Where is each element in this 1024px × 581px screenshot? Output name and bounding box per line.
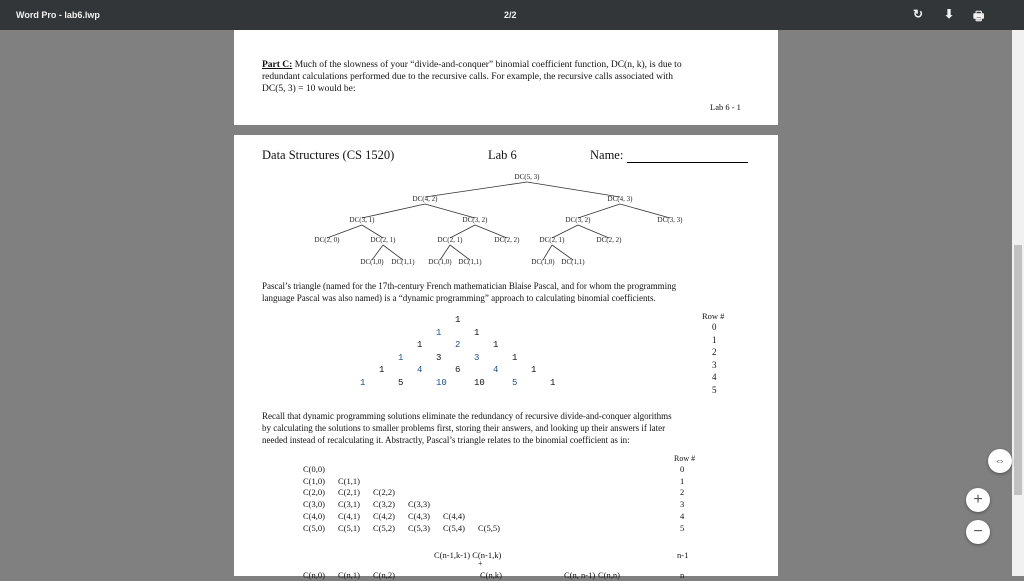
binomial-cell: C(n,0): [303, 570, 325, 580]
pascal-value: 5: [512, 377, 518, 388]
row-number: 3: [712, 359, 717, 370]
page-indicator: 2/2: [504, 10, 517, 20]
binomial-cell: C(n,1): [338, 570, 360, 580]
pascal-value: 1: [379, 365, 385, 375]
page-2: [234, 135, 778, 580]
pascal-value: 1: [512, 352, 518, 363]
row-number: 2: [712, 347, 717, 357]
binomial-cell: C(4,3): [408, 510, 430, 521]
binomial-cell: C(4,2): [373, 510, 395, 521]
tree-node: DC(2, 1): [539, 236, 565, 244]
part-c-label: Part C:: [262, 60, 293, 70]
tree-node: DC(2, 0): [314, 236, 340, 244]
part-c-text: Much of the slowness of your “divide-and-conquer” binomial coefficient function, DC(n, k), is due to: [292, 60, 682, 70]
binomial-cell: C(0,0): [303, 464, 325, 474]
row-number: 3: [680, 499, 685, 510]
row-number: 1: [680, 475, 685, 486]
row-number: 4: [712, 372, 717, 382]
binomial-cell: C(n,n): [598, 570, 620, 580]
download-icon[interactable]: ⬇: [944, 7, 955, 21]
pascal-value: 1: [398, 352, 404, 363]
pascal-value: 1: [436, 327, 442, 338]
row-number: n: [680, 570, 685, 580]
tree-node: DC(3, 2): [565, 216, 591, 224]
binomial-cell: C(n,2): [373, 570, 395, 580]
zoom-out-button[interactable]: −: [966, 520, 990, 544]
binomial-cell: C(4,1): [338, 510, 360, 521]
pascal-value: 1: [455, 315, 461, 325]
row-number: 0: [680, 464, 685, 474]
tree-node: DC(5, 3): [514, 173, 540, 181]
recursion-tree-lines: [234, 135, 778, 275]
c-prev-row-number: n-1: [677, 550, 689, 560]
scrollbar-thumb[interactable]: [1014, 245, 1022, 495]
part-c-text: redundant calculations performed due to the recursive calls. For example, the recursive calls associated with: [262, 72, 673, 82]
binomial-cell: C(5,2): [373, 522, 395, 533]
tree-node: DC(4, 3): [607, 195, 633, 203]
pascal-intro: Pascal’s triangle (named for the 17th-century French mathematician Blaise Pascal, and for whom the programming: [262, 281, 677, 291]
binomial-cell: C(1,0): [303, 475, 325, 486]
binomial-cell: C(2,0): [303, 487, 325, 498]
tree-node: DC(1,0): [428, 258, 452, 266]
pascal-value: 10: [474, 377, 485, 388]
binomial-cell: C(3,3): [408, 499, 430, 510]
recall-text: by calculating the solutions to smaller problems first, storing their answers, and looking up their answers if later: [262, 423, 666, 433]
binomial-cell: C(1,1): [338, 475, 360, 486]
binomial-cell: C(3,2): [373, 499, 395, 510]
fit-page-button[interactable]: ⇔: [988, 449, 1012, 473]
row-number: 1: [712, 334, 717, 345]
tree-node: DC(1,0): [360, 258, 384, 266]
pascal-value: 1: [550, 377, 556, 388]
binomial-cell: C(n, n-1): [564, 570, 596, 580]
page-footer: Lab 6 - 1: [710, 102, 741, 112]
part-c-text: DC(5, 3) = 10 would be:: [262, 84, 356, 94]
tree-node: DC(3, 1): [349, 216, 375, 224]
vertical-scrollbar[interactable]: [1012, 30, 1024, 576]
row-header: Row #: [702, 311, 725, 321]
pascal-value: 6: [455, 365, 461, 375]
binomial-cell: C(n,k): [480, 570, 502, 580]
lab-header: Lab 6: [488, 148, 517, 162]
binomial-cell: C(3,1): [338, 499, 360, 510]
tree-node: DC(1,1): [561, 258, 585, 266]
print-icon[interactable]: 🖶: [973, 9, 985, 23]
binomial-cell: C(5,4): [443, 522, 465, 533]
rotate-icon[interactable]: ↻: [913, 7, 924, 21]
pascal-value: 4: [417, 365, 423, 375]
tree-node: DC(4, 2): [412, 195, 438, 203]
tree-node: DC(2, 2): [494, 236, 520, 244]
pdf-toolbar: [0, 0, 1024, 30]
tree-node: DC(1,1): [458, 258, 482, 266]
pascal-value: 5: [398, 377, 404, 388]
row-number: 2: [680, 487, 685, 498]
tree-edge: [425, 182, 527, 197]
document-title: Word Pro - lab6.lwp: [16, 10, 100, 20]
binomial-cell: C(3,0): [303, 499, 325, 510]
pascal-value: 10: [436, 377, 447, 388]
row-number: 0: [712, 322, 717, 332]
pascal-value: 1: [493, 340, 499, 350]
course-header: Data Structures (CS 1520): [262, 148, 395, 162]
binomial-cell: C(5,1): [338, 522, 360, 533]
pascal-intro: language Pascal was also named) is a “dynamic programming” approach to calculating binomial coefficients.: [262, 293, 656, 303]
binomial-cell: C(2,1): [338, 487, 360, 498]
row-number: 5: [712, 384, 717, 395]
tree-edge: [527, 182, 620, 197]
pascal-value: 3: [436, 352, 442, 363]
binomial-cell: C(5,0): [303, 522, 325, 533]
pascal-value: 2: [455, 340, 461, 350]
zoom-in-button[interactable]: +: [966, 488, 990, 512]
name-label: Name:: [590, 148, 624, 162]
recall-text: Recall that dynamic programming solutions eliminate the redundancy of recursive divide-and-conquer algorithms: [262, 411, 672, 421]
pascal-value: 4: [493, 365, 499, 375]
pascal-value: 1: [417, 340, 423, 350]
row-number: 5: [680, 522, 685, 533]
tree-node: DC(2, 1): [437, 236, 463, 244]
binomial-cell: C(4,4): [443, 510, 465, 521]
tree-node: DC(3, 3): [657, 216, 683, 224]
plus-sign: +: [478, 559, 483, 568]
binomial-cell: C(5,5): [478, 522, 500, 533]
binomial-cell: C(4,0): [303, 510, 325, 521]
tree-node: DC(2, 1): [370, 236, 396, 244]
tree-node: DC(1,1): [391, 258, 415, 266]
row-number: 4: [680, 510, 685, 521]
c-prev-row: C(n-1,k-1) C(n-1,k): [434, 550, 502, 560]
pascal-value: 1: [474, 327, 480, 338]
row-header: Row #: [674, 454, 696, 463]
tree-node: DC(3, 2): [462, 216, 488, 224]
recall-text: needed instead of recalculating it. Abstractly, Pascal’s triangle relates to the binomial coefficient as in:: [262, 435, 630, 445]
pascal-value: 3: [474, 352, 480, 363]
pascal-value: 1: [531, 365, 537, 375]
page-1: [234, 30, 778, 125]
pascal-value: 1: [360, 377, 366, 388]
tree-node: DC(2, 2): [596, 236, 622, 244]
binomial-cell: C(2,2): [373, 487, 395, 498]
tree-node: DC(1,0): [531, 258, 555, 266]
binomial-cell: C(5,3): [408, 522, 430, 533]
